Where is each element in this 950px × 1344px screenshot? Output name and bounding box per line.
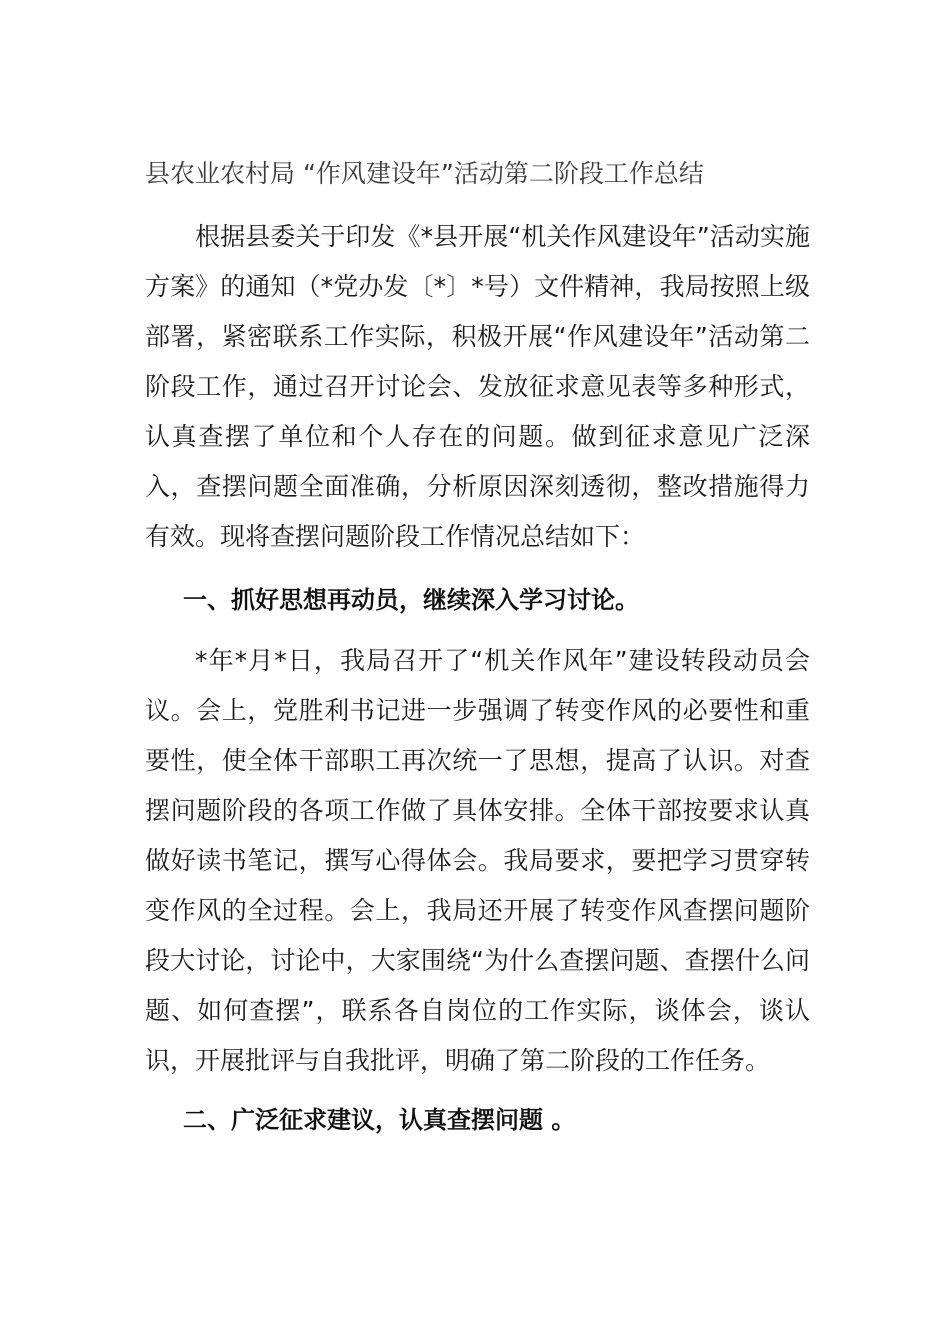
document-title: 县农业农村局 “作风建设年”活动第二阶段工作总结 bbox=[145, 159, 704, 188]
section-heading-1: 一、抓好思想再动员，继续深入学习讨论。 bbox=[183, 586, 639, 614]
section-heading-2: 二、广泛征求建议，认真查摆问题 。 bbox=[183, 1106, 576, 1134]
section-1-paragraph: *年*月*日，我局召开了“机关作风年”建设转段动员会议。会上，党胜利书记进一步强调了转变作风的必要性和重要性，使全体干部职工再次统一了思想，提高了认识。对查摆问题阶段的各项工作做了具体安排。全体干部按要求认真做好读书笔记，撰写心得体会。我局要求，要把学习贯穿转变作风的全过程。会上，我局还开展了转变作风查摆问题阶段大讨论，讨论中，大家围绕“为什么查摆问题、查摆什么问题、如何查摆”，联系各自岗位的工作实际，谈体会，谈认识，开展批评与自我批评，明确了第二阶段的工作任务。 bbox=[145, 646, 810, 1075]
intro-paragraph: 根据县委关于印发《*县开展“机关作风建设年”活动实施方案》的通知（*党办发〔*〕*号）文件精神，我局按照上级部署，紧密联系工作实际，积极开展“作风建设年”活动第二阶段工作，通过召开讨论会、发放征求意见表等多种形式，认真查摆了单位和个人存在的问题。做到征求意见广泛深入，查摆问题全面准确，分析原因深刻透彻，整改措施得力有效。现将查摆问题阶段工作情况总结如下： bbox=[145, 222, 810, 551]
